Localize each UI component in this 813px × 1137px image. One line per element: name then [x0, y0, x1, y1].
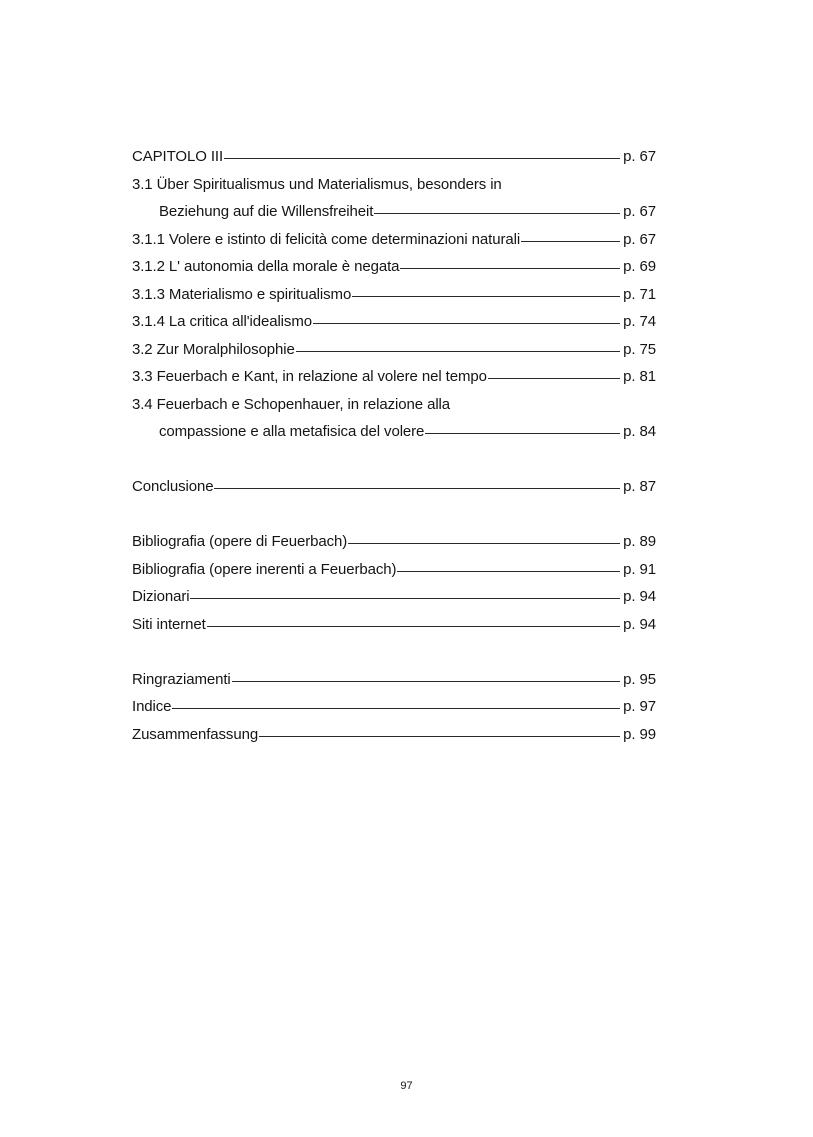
toc-entry-title-continued: Beziehung auf die Willensfreiheit — [159, 203, 374, 220]
toc-entry-page: p. 95 — [623, 670, 656, 688]
toc-entry-page: p. 97 — [623, 698, 656, 715]
table-of-contents — [132, 143, 656, 748]
toc-entry-3-4-line2 — [132, 418, 656, 446]
dotted-leader — [397, 571, 620, 572]
dotted-leader — [207, 626, 620, 627]
toc-entry-title: 3.1.4 La critica all'idealismo — [132, 313, 312, 330]
toc-entry-page: p. 94 — [623, 615, 656, 633]
dotted-leader — [313, 323, 620, 324]
toc-entry-3-1-3 — [132, 281, 656, 309]
toc-entry-title: Bibliografia (opere di Feuerbach) — [132, 533, 348, 550]
toc-entry-title: Conclusione — [132, 478, 214, 495]
toc-entry-title: Bibliografia (opere inerenti a Feuerbach) — [132, 560, 397, 578]
dotted-leader — [232, 681, 620, 682]
dotted-leader — [400, 268, 620, 269]
toc-entry-title: 3.1 Über Spiritualismus und Materialismus, besonders in — [132, 175, 502, 193]
dotted-leader — [214, 488, 620, 489]
toc-entry-title: 3.2 Zur Moralphilosophie — [132, 340, 295, 358]
dotted-leader — [259, 736, 620, 737]
toc-entry-page: p. 67 — [623, 230, 656, 248]
toc-entry-title: CAPITOLO III — [132, 148, 224, 165]
toc-entry-title: Indice — [132, 698, 172, 715]
toc-entry-capitolo-iii — [132, 143, 656, 171]
toc-entry-page: p. 67 — [623, 148, 656, 165]
toc-entry-title: 3.1.3 Materialismo e spiritualismo — [132, 285, 352, 303]
toc-entry-page: p. 71 — [623, 285, 656, 303]
dotted-leader — [296, 351, 620, 352]
toc-entry-3-1-1 — [132, 226, 656, 254]
toc-entry-3-2 — [132, 336, 656, 364]
toc-entry-page: p. 87 — [623, 478, 656, 495]
toc-entry-3-1-line1 — [132, 171, 656, 199]
dotted-leader — [521, 241, 620, 242]
toc-entry-conclusione — [132, 473, 656, 501]
toc-entry-title: 3.1.1 Volere e istinto di felicità come determinazioni naturali — [132, 230, 521, 248]
toc-entry-3-1-2 — [132, 253, 656, 281]
toc-entry-title: Siti internet — [132, 615, 206, 633]
toc-entry-page: p. 89 — [623, 533, 656, 550]
toc-entry-page: p. 84 — [623, 423, 656, 440]
toc-entry-3-3 — [132, 363, 656, 391]
toc-entry-page: p. 74 — [623, 313, 656, 330]
toc-entry-page: p. 81 — [623, 368, 656, 385]
toc-entry-page: p. 94 — [623, 588, 656, 605]
toc-entry-title: 3.3 Feuerbach e Kant, in relazione al volere nel tempo — [132, 368, 487, 385]
toc-entry-3-1-line2 — [132, 198, 656, 226]
dotted-leader — [190, 598, 620, 599]
dotted-leader — [348, 543, 620, 544]
page-number: 97 — [400, 1080, 413, 1092]
dotted-leader — [352, 296, 620, 297]
section-gap — [132, 446, 656, 474]
dotted-leader — [425, 433, 620, 434]
toc-entry-bibliografia-opere-di — [132, 528, 656, 556]
dotted-leader — [172, 708, 620, 709]
toc-entry-3-1-4 — [132, 308, 656, 336]
toc-entry-title: 3.4 Feuerbach e Schopenhauer, in relazione alla — [132, 395, 451, 413]
toc-entry-title-continued: compassione e alla metafisica del volere — [159, 423, 425, 440]
toc-entry-indice — [132, 693, 656, 721]
dotted-leader — [374, 213, 620, 214]
toc-entry-title: Dizionari — [132, 588, 190, 605]
dotted-leader — [488, 378, 620, 379]
toc-entry-title: Zusammenfassung — [132, 725, 259, 743]
toc-entry-bibliografia-opere-inerenti — [132, 556, 656, 584]
toc-entry-zusammenfassung — [132, 721, 656, 749]
toc-entry-siti-internet — [132, 611, 656, 639]
toc-entry-page: p. 69 — [623, 258, 656, 275]
toc-entry-title: Ringraziamenti — [132, 670, 231, 688]
section-gap — [132, 501, 656, 529]
toc-entry-3-4-line1 — [132, 391, 656, 419]
dotted-leader — [224, 158, 620, 159]
section-gap — [132, 638, 656, 666]
toc-entry-title: 3.1.2 L' autonomia della morale è negata — [132, 258, 400, 275]
toc-entry-ringraziamenti — [132, 666, 656, 694]
toc-entry-page: p. 75 — [623, 340, 656, 358]
toc-entry-page: p. 99 — [623, 725, 656, 743]
toc-entry-dizionari — [132, 583, 656, 611]
toc-entry-page: p. 67 — [623, 203, 656, 220]
toc-entry-page: p. 91 — [623, 560, 656, 578]
